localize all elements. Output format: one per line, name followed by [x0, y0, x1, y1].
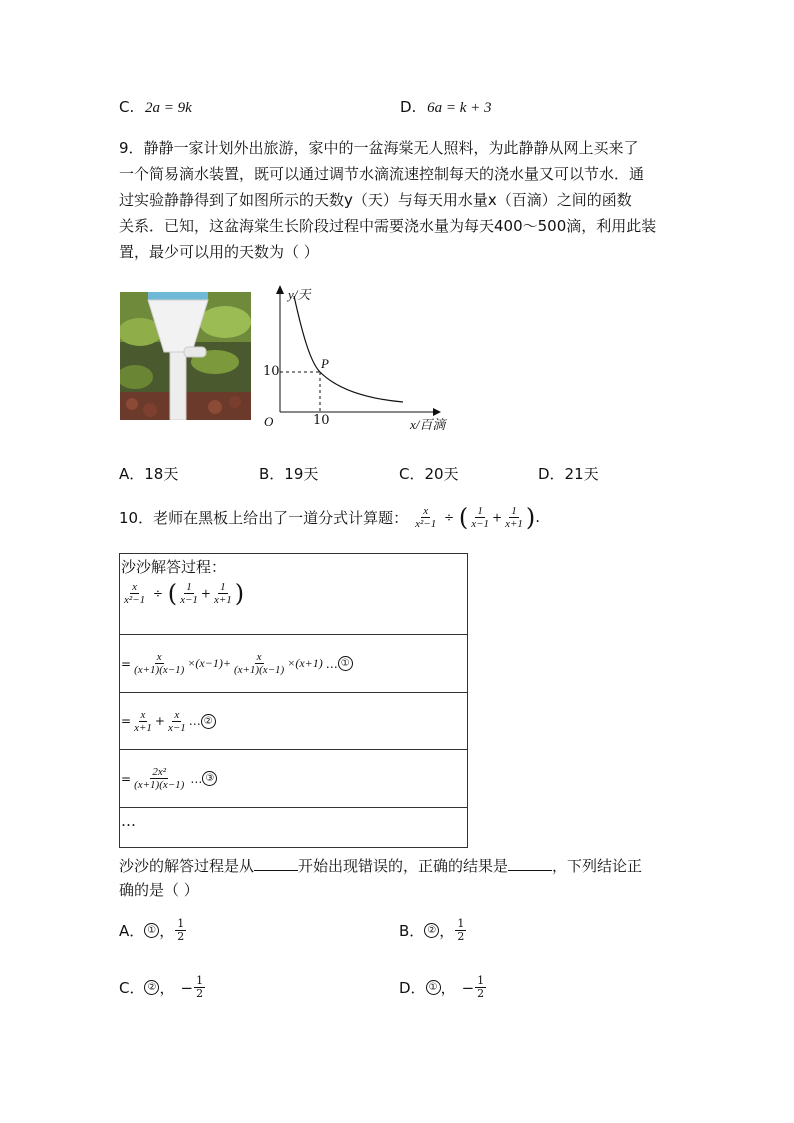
question-line: 置，最少可以用的天数为（ ） — [119, 243, 319, 261]
option-label: A． — [119, 922, 145, 940]
option-marker: ① — [144, 923, 159, 938]
option-c-q9[interactable]: C．20天 — [399, 465, 459, 483]
question-line: 9．静静一家计划外出旅游，家中的一盆海棠无人照料，为此静静从网上买来了 — [119, 139, 639, 157]
question-10-text — [119, 854, 689, 902]
option-marker: ① — [426, 980, 441, 995]
option-label: D． — [399, 979, 426, 997]
option-label: C. — [119, 98, 135, 116]
step-marker: ② — [201, 714, 216, 729]
option-c-q10[interactable]: C． ② ， − $\frac{1}{2}$ — [119, 974, 204, 1000]
step-marker: ③ — [202, 771, 217, 786]
option-a-q10[interactable]: A． ① ， $\frac{1}{2}$ — [119, 917, 185, 943]
step-marker: ① — [338, 656, 353, 671]
option-sign: − — [461, 978, 475, 997]
option-c-q8[interactable] — [119, 98, 192, 117]
option-sign: − — [180, 978, 194, 997]
y-axis-label: y/天 — [288, 287, 311, 302]
option-denominator: 2 — [477, 987, 485, 1000]
option-numerator: 1 — [196, 974, 204, 987]
question-text-part: 确的是（ ） — [119, 881, 199, 899]
option-numerator: 1 — [457, 917, 465, 930]
answer-blank-result[interactable] — [508, 856, 552, 871]
question-10-intro: 10．老师在黑板上给出了一道分式计算题： $\frac{x}{\text{x²−1}}$ ÷ ( $\frac{1}{x-1}$ + $\frac{1}{x+1}$ ) . — [119, 503, 541, 531]
option-marker: ② — [144, 980, 159, 995]
option-denominator: 2 — [196, 987, 204, 1000]
question-text-part: ，下列结论正 — [552, 857, 643, 875]
solution-title: 沙沙解答过程： — [121, 558, 227, 576]
option-expression: 2a = 9k — [145, 100, 192, 116]
question-text: 10．老师在黑板上给出了一道分式计算题： — [119, 508, 409, 527]
option-a-q9[interactable]: A．18天 — [119, 465, 179, 483]
option-expression: 6a = k + 3 — [427, 100, 492, 116]
drip-device-photo — [120, 292, 251, 420]
option-label: D. — [400, 98, 417, 116]
question-line: 过实验静静得到了如图所示的天数y（天）与每天用水量x（百滴）之间的函数 — [119, 191, 632, 209]
option-b-q9[interactable]: B．19天 — [259, 465, 319, 483]
option-d-q8[interactable] — [400, 98, 492, 117]
solution-step-1: = $\frac{x}{(x+1)(x-1)}$ ×(x−1)+ $\frac{x}{(x+1)(x-1)}$ ×(x+1) … ① — [119, 635, 468, 693]
point-p-label: P — [321, 356, 329, 371]
option-denominator: 2 — [177, 930, 185, 943]
solution-ellipsis: … — [121, 812, 136, 830]
x-tick-label: 10 — [313, 413, 330, 428]
option-numerator: 1 — [477, 974, 485, 987]
option-d-q10[interactable]: D． ① ， − $\frac{1}{2}$ — [399, 974, 485, 1000]
origin-label: O — [264, 414, 274, 429]
option-label: C． — [119, 979, 145, 997]
question-text-part: 沙沙的解答过程是从 — [119, 857, 255, 875]
question-line: 一个简易滴水装置，既可以通过调节水滴流速控制每天的浇水量又可以节水．通 — [119, 165, 645, 183]
answer-blank-step[interactable] — [254, 856, 298, 871]
question-text-part: 开始出现错误的，正确的结果是 — [298, 857, 509, 875]
y-tick-label: 10 — [263, 364, 280, 379]
inverse-proportion-graph — [258, 282, 458, 432]
solution-step-2: = $\frac{x}{x+1}$ + $\frac{x}{x-1}$ … ② — [119, 693, 468, 750]
x-axis-label: x/百滴 — [410, 417, 446, 432]
question-9-text — [119, 135, 679, 265]
option-marker: ② — [424, 923, 439, 938]
option-b-q10[interactable]: B． ② ， $\frac{1}{2}$ — [399, 917, 465, 943]
problem-expression: $\frac{x}{\text{x²−1}}$ ÷ ( $\frac{1}{x-1}$ + $\frac{1}{x+1}$ ) — [415, 503, 536, 531]
solution-problem-expression: $\frac{x}{\text{x²−1}}$ ÷ ( $\frac{1}{x-1}$ + $\frac{1}{x+1}$ ) — [124, 579, 245, 608]
question-line: 关系．已知，这盆海棠生长阶段过程中需要浇水量为每天400～500滴，利用此装 — [119, 217, 657, 235]
option-numerator: 1 — [177, 917, 185, 930]
option-denominator: 2 — [457, 930, 465, 943]
solution-row-header — [119, 553, 468, 635]
option-label: B． — [399, 922, 425, 940]
solution-step-3: = $\frac{\text{2x²}}{(x+1)(x-1)}$ … ③ — [119, 750, 468, 808]
option-d-q9[interactable]: D．21天 — [538, 465, 599, 483]
